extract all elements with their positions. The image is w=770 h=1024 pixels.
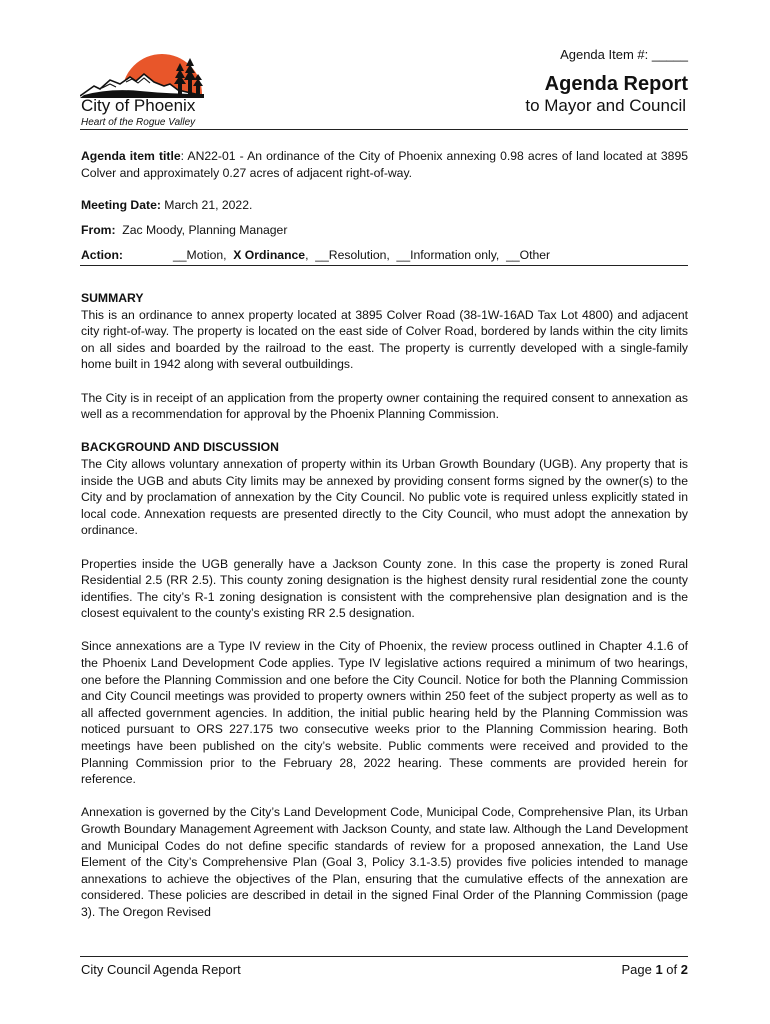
meeting-date-value: March 21, 2022. xyxy=(160,198,253,212)
background-heading: BACKGROUND AND DISCUSSION xyxy=(81,440,279,455)
action-option-rest: , __Resolution, __Information only, __Other xyxy=(305,248,551,262)
from-value: Zac Moody, Planning Manager xyxy=(115,223,288,237)
report-subtitle: to Mayor and Council xyxy=(525,96,686,115)
meeting-date-label: Meeting Date: xyxy=(81,198,161,212)
page-word: Page xyxy=(621,962,656,977)
action-label: Action: xyxy=(81,248,123,262)
summary-paragraph-2: The City is in receipt of an application from the property owner containing the required consent to annexation as well as a recommendation for approval by the Phoenix Planning Commission. xyxy=(81,390,688,422)
page-number: 1 xyxy=(655,962,663,977)
background-paragraph-3: Since annexations are a Type IV review in the City of Phoenix, the review process outlined in Chapter 4.1.6 of the Phoenix Land Development Code applies. Type IV legislative actions required a minimum of two hearings, one before the Planning Commission and one before the City Council. Notice for both the Planning Commission and City Council meetings was provided to property owners within 250 feet of the subject property as well as to all affected government agencies. In addition, the initial public hearing held by the Planning Commission was noticed pursuant to ORS 227.175 two consecutive weeks prior to the Planning Commission hearing. Both meetings have been published on the city’s website. Public comments were received and provided to the Planning Commission prior to the February 28, 2022 hearing. These comments are provided herein for reference. xyxy=(81,639,688,787)
from-label: From: xyxy=(81,223,116,237)
from-line xyxy=(81,222,688,239)
header-divider xyxy=(80,129,688,130)
report-body xyxy=(81,290,688,937)
meeting-date xyxy=(81,197,688,214)
phoenix-sun-logo-icon xyxy=(80,44,204,98)
footer-title: City Council Agenda Report xyxy=(81,962,241,977)
of-word: of xyxy=(662,962,681,977)
background-paragraph-4: Annexation is governed by the City’s Land Development Code, Municipal Code, Comprehensive Plan, its Urban Growth Boundary Management Agreement with Jackson County, and state law. Although the Land Development and Municipal Codes do not define specific standards of review for a proposed annexation, the Land Use Element of the City’s Comprehensive Plan (Goal 3, Policy 3.1-3.5) provides five policies intended to manage annexations to achieve the objectives of the Plan, ensuring that the cumulative effects of the annexation are considered. These policies are described in detail in the signed Final Order of the Planning Commission (page 3). The Oregon Revised xyxy=(81,805,688,919)
agenda-item-number: Agenda Item #: _____ xyxy=(560,47,688,62)
city-name: City of Phoenix xyxy=(81,96,196,115)
background-paragraph-1: The City allows voluntary annexation of property within its Urban Growth Boundary (UGB). Any property that is inside the UGB and abuts City limits may be annexed by providing consent forms signed by the owner(s) to the City and by proclamation of annexation by the City Council. No public vote is required unless explicitly stated in local code. Annexation requests are presented directly to the City Council, who must adopt the annexation by ordinance. xyxy=(81,456,688,538)
item-title-label: Agenda item title xyxy=(81,149,181,163)
summary-heading: SUMMARY xyxy=(81,291,144,305)
city-tagline: Heart of the Rogue Valley xyxy=(81,117,196,128)
agenda-item-title xyxy=(81,148,688,181)
item-title-text: : AN22-01 - An ordinance of the City of Phoenix annexing 0.98 acres of land located at 3895 Colver and approximately 0.27 acres of adjacent right-of-way. xyxy=(81,149,688,180)
footer-divider xyxy=(80,956,688,957)
page-indicator xyxy=(621,962,688,977)
background-paragraph-2: Properties inside the UGB generally have a Jackson County zone. In this case the property is zoned Rural Residential 2.5 (RR 2.5). This county zoning designation is the highest density rural residential zone the county identifies. The city’s R-1 zoning designation is consistent with the comprehensive plan designation and is the closest equivalent to the county’s existing RR 2.5 designation. xyxy=(81,556,688,621)
action-option-ordinance: X Ordinance xyxy=(233,248,306,262)
page-total: 2 xyxy=(680,962,688,977)
action-option-motion: __Motion, xyxy=(173,248,234,262)
meta-divider xyxy=(80,265,688,266)
summary-paragraph-1: This is an ordinance to annex property located at 3895 Colver Road (38-1W-16AD Tax Lot 4800) and adjacent city right-of-way. The property is located on the east side of Colver Road, bordered by lands within the city limits on all sides and boarded by the railroad to the east. The property is currently developed with a single-family home built in 1942 along with several outbuildings. xyxy=(81,307,688,372)
action-line xyxy=(81,247,691,264)
report-title: Agenda Report xyxy=(544,73,688,95)
